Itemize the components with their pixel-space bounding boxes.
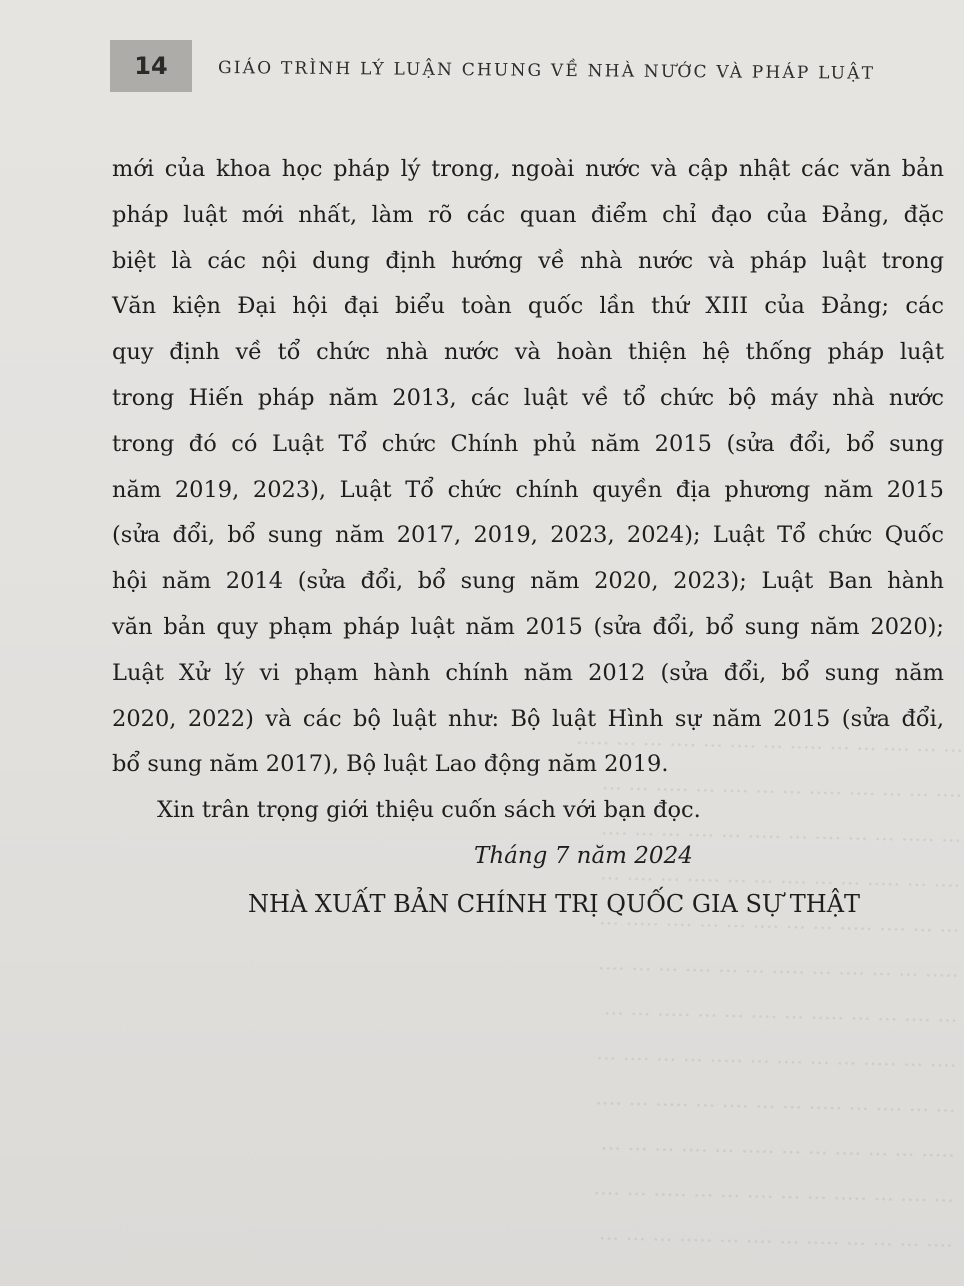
text-line: bổ sung năm 2017), Bộ luật Lao động năm 2019. xyxy=(112,751,669,778)
body-paragraph xyxy=(112,147,944,834)
text-line: 2020, 2022) và các bộ luật như: Bộ luật Hình sự năm 2015 (sửa đổi, xyxy=(112,705,944,732)
text-line: trong Hiến pháp năm 2013, các luật về tổ chức bộ máy nhà nước xyxy=(112,384,944,411)
text-line: Luật Xử lý vi phạm hành chính năm 2012 (sửa đổi, bổ sung năm xyxy=(112,659,944,686)
show-through-texture: ··· ··· ···· ··· ··· ····· ··· ···· ··· ···· ··· ··· ····· ···· ··· ··· ···· ····· ··· ··· ···· ··· ····· ··· ··· ··· ····· ··· ··· ···· ··· ····· ··· ···· ··· ··· ···· ···· ··· ····· ··· ··· ···· ··· ··· ····· ··· ···· ··· ··· ··· ···· ····· ··· ··· ···· ··· ··· ···· ····· ··· ····· ··· ··· ···· ··· ····· ··· ··· ···· ··· ··· ···· ··· ···· ··· ··· ····· ··· ···· ··· ··· ····· ··· ··· ···· ··· ····· ··· ··· ···· ··· ····· ··· ··· ···· ··· ··· ··· ···· ··· ····· ··· ··· ···· ··· ····· ··· ···· ····· ··· ··· ···· ··· ··· ····· ··· ···· ··· ··· ··· ··· ···· ··· ····· ··· ··· ···· ··· ··· ····· ··· ···· ···· ··· ··· ··· ····· ··· ···· ··· ····· ··· ··· ··· xyxy=(575,730,964,1258)
signature-date: Tháng 7 năm 2024 xyxy=(474,843,693,869)
text-line: biệt là các nội dung định hướng về nhà nước và pháp luật trong xyxy=(112,247,944,274)
text-line: năm 2019, 2023), Luật Tổ chức chính quyền địa phương năm 2015 xyxy=(112,476,944,503)
publisher-name: NHÀ XUẤT BẢN CHÍNH TRỊ QUỐC GIA SỰ THẬT xyxy=(248,890,861,918)
page-number: 14 xyxy=(110,40,192,92)
page-header xyxy=(110,40,930,100)
closing-paragraph: Xin trân trọng giới thiệu cuốn sách với bạn đọc. xyxy=(157,797,701,824)
text-line: pháp luật mới nhất, làm rõ các quan điểm chỉ đạo của Đảng, đặc xyxy=(112,201,944,228)
text-line: quy định về tổ chức nhà nước và hoàn thiện hệ thống pháp luật xyxy=(112,339,944,366)
text-line: mới của khoa học pháp lý trong, ngoài nước và cập nhật các văn bản xyxy=(112,156,944,182)
running-title: GIÁO TRÌNH LÝ LUẬN CHUNG VỀ NHÀ NƯỚC VÀ PHÁP LUẬT xyxy=(217,58,876,84)
text-line: (sửa đổi, bổ sung năm 2017, 2019, 2023, 2024); Luật Tổ chức Quốc xyxy=(112,522,944,549)
text-line: trong đó có Luật Tổ chức Chính phủ năm 2015 (sửa đổi, bổ sung xyxy=(112,430,944,457)
text-line: Văn kiện Đại hội đại biểu toàn quốc lần thứ XIII của Đảng; các xyxy=(112,293,944,320)
text-line: hội năm 2014 (sửa đổi, bổ sung năm 2020, 2023); Luật Ban hành xyxy=(112,568,944,595)
text-line: văn bản quy phạm pháp luật năm 2015 (sửa đổi, bổ sung năm 2020); xyxy=(112,613,944,640)
